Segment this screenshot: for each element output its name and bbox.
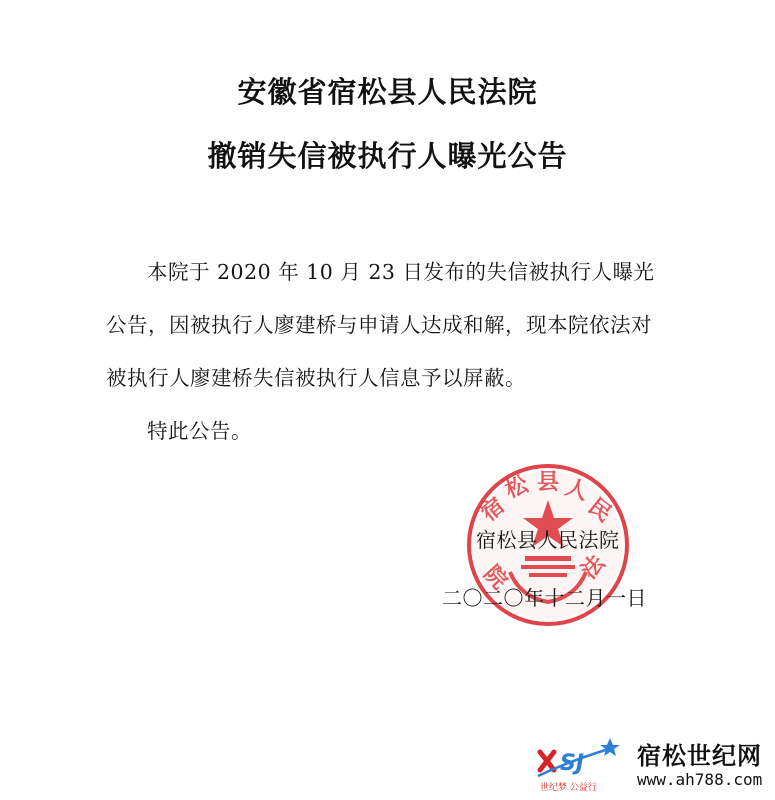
signer-court: 宿松县人民法院 bbox=[476, 528, 620, 552]
announcement-title: 撤销失信被执行人曝光公告 bbox=[207, 139, 568, 173]
watermark-site-name: 宿松世纪网 bbox=[637, 742, 762, 770]
svg-text:民: 民 bbox=[583, 493, 617, 528]
svg-text:松: 松 bbox=[501, 471, 532, 504]
closing-statement: 特此公告。 bbox=[147, 419, 252, 443]
svg-text:人: 人 bbox=[562, 473, 592, 506]
announcement-paragraph: 本院于 2020 年 10 月 23 日发布的失信被执行人曝光公告，因被执行人廖建桥与申请人达成和解，现本院依法对被执行人廖建桥失信被执行人信息予以屏蔽。 bbox=[106, 260, 655, 390]
watermark-url: www.ah788.com bbox=[637, 770, 763, 789]
svg-text:SJ: SJ bbox=[560, 751, 585, 776]
watermark-tagline: 世纪梦 公益行 bbox=[540, 783, 597, 793]
announcement-date: 二〇二〇年十二月一日 bbox=[442, 586, 647, 610]
svg-text:法: 法 bbox=[576, 550, 611, 585]
svg-text:院: 院 bbox=[478, 560, 513, 595]
svg-text:县: 县 bbox=[537, 469, 560, 495]
svg-text:宿: 宿 bbox=[476, 492, 510, 527]
site-watermark bbox=[532, 730, 772, 798]
court-name: 安徽省宿松县人民法院 bbox=[237, 75, 538, 109]
